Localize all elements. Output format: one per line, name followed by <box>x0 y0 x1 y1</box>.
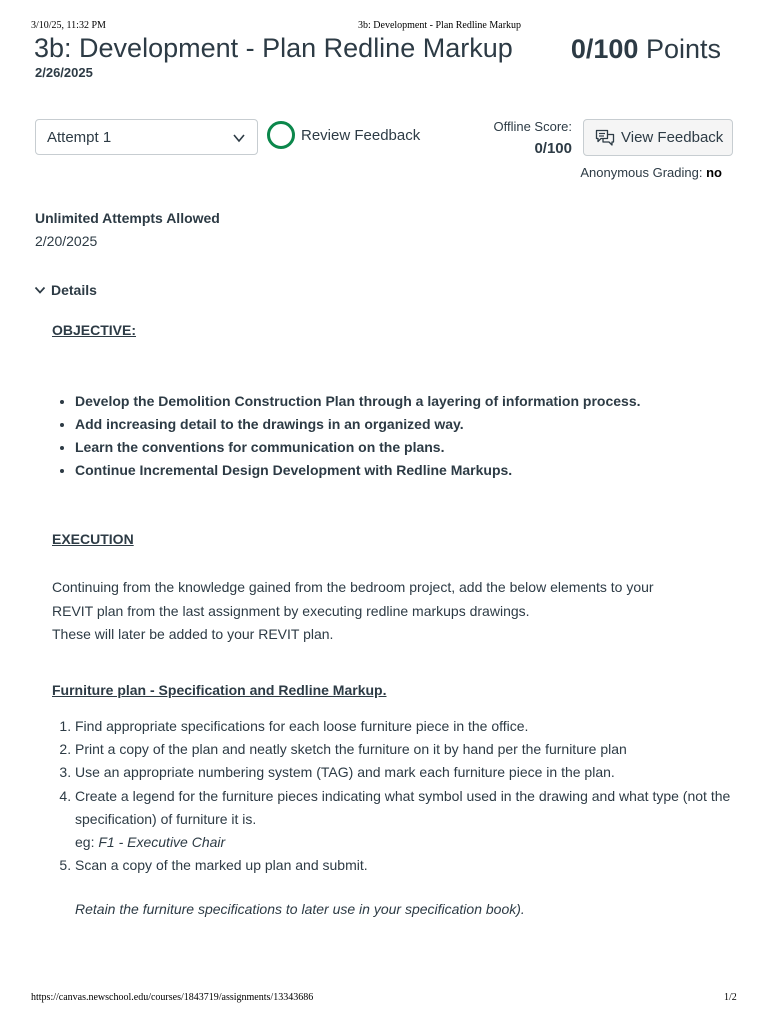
chevron-down-icon <box>34 284 46 296</box>
example-text: F1 - Executive Chair <box>98 834 226 851</box>
objectives-list <box>52 390 765 482</box>
details-label: Details <box>51 282 97 298</box>
anonymous-grading <box>580 165 722 180</box>
points-label: Points <box>645 34 721 64</box>
list-item: 2. Print a copy of the plan and neatly sketch the furniture on it by hand per the furniture plan <box>75 738 765 761</box>
view-feedback-label: View Feedback <box>621 129 724 146</box>
points-value: 0/100 <box>570 34 639 64</box>
list-item: 5. Scan a copy of the marked up plan and submit. <box>75 854 765 877</box>
execution-heading: EXECUTION <box>52 531 134 547</box>
list-item: • Continue Incremental Design Development with Redline Markups. <box>75 459 765 482</box>
steps-list <box>52 715 765 877</box>
print-url: https://canvas.newschool.edu/courses/1843719/assignments/13343686 <box>31 992 314 1003</box>
list-item: 1. Find appropriate specifications for each loose furniture piece in the office. <box>75 715 765 738</box>
offline-score-label: Offline Score: <box>493 119 572 134</box>
print-page-number: 1/2 <box>724 992 737 1003</box>
points-display <box>571 34 721 65</box>
list-item: • Develop the Demolition Construction Plan through a layering of information process. <box>75 390 765 413</box>
execution-line: Continuing from the knowledge gained from the bedroom project, add the below elements to your <box>52 579 654 595</box>
example-line <box>75 834 225 850</box>
step-text: Create a legend for the furniture pieces indicating what symbol used in the drawing and what type (not the specification) of furniture it is. <box>75 787 731 827</box>
attempt-select-value: Attempt 1 <box>47 128 112 146</box>
objective-heading: OBJECTIVE: <box>52 322 137 338</box>
example-prefix: eg: <box>75 834 99 851</box>
print-doc-title: 3b: Development - Plan Redline Markup <box>358 20 522 31</box>
comments-icon <box>595 129 615 147</box>
execution-line: These will later be added to your REVIT plan. <box>52 626 334 642</box>
list-item: • Learn the conventions for communication on the plans. <box>75 436 765 459</box>
view-feedback-button[interactable] <box>583 119 733 156</box>
chevron-down-icon <box>231 130 247 146</box>
review-feedback-label: Review Feedback <box>301 126 421 144</box>
submitted-date: 2/20/2025 <box>35 233 98 249</box>
anonymous-grading-label: Anonymous Grading: <box>580 165 703 180</box>
offline-score-value: 0/100 <box>534 140 572 157</box>
due-date: 2/26/2025 <box>35 65 93 80</box>
page-title: 3b: Development - Plan Redline Markup <box>34 33 513 63</box>
attempts-allowed: Unlimited Attempts Allowed <box>35 210 220 226</box>
list-item <box>75 785 765 855</box>
attempt-select[interactable] <box>35 119 258 155</box>
details-toggle[interactable] <box>34 282 97 298</box>
list-item: • Add increasing detail to the drawings in an organized way. <box>75 413 765 436</box>
retain-note: Retain the furniture specifications to later use in your specification book). <box>75 901 525 917</box>
furniture-heading: Furniture plan - Specification and Redline Markup. <box>52 682 387 698</box>
execution-line: REVIT plan from the last assignment by executing redline markups drawings. <box>52 602 530 619</box>
feedback-ring-icon <box>267 121 295 149</box>
anonymous-grading-value: no <box>706 165 722 180</box>
execution-paragraph <box>52 576 742 647</box>
list-item: 3. Use an appropriate numbering system (TAG) and mark each furniture piece in the plan. <box>75 761 765 784</box>
review-feedback-button[interactable] <box>267 121 420 149</box>
print-datetime: 3/10/25, 11:32 PM <box>31 20 106 31</box>
